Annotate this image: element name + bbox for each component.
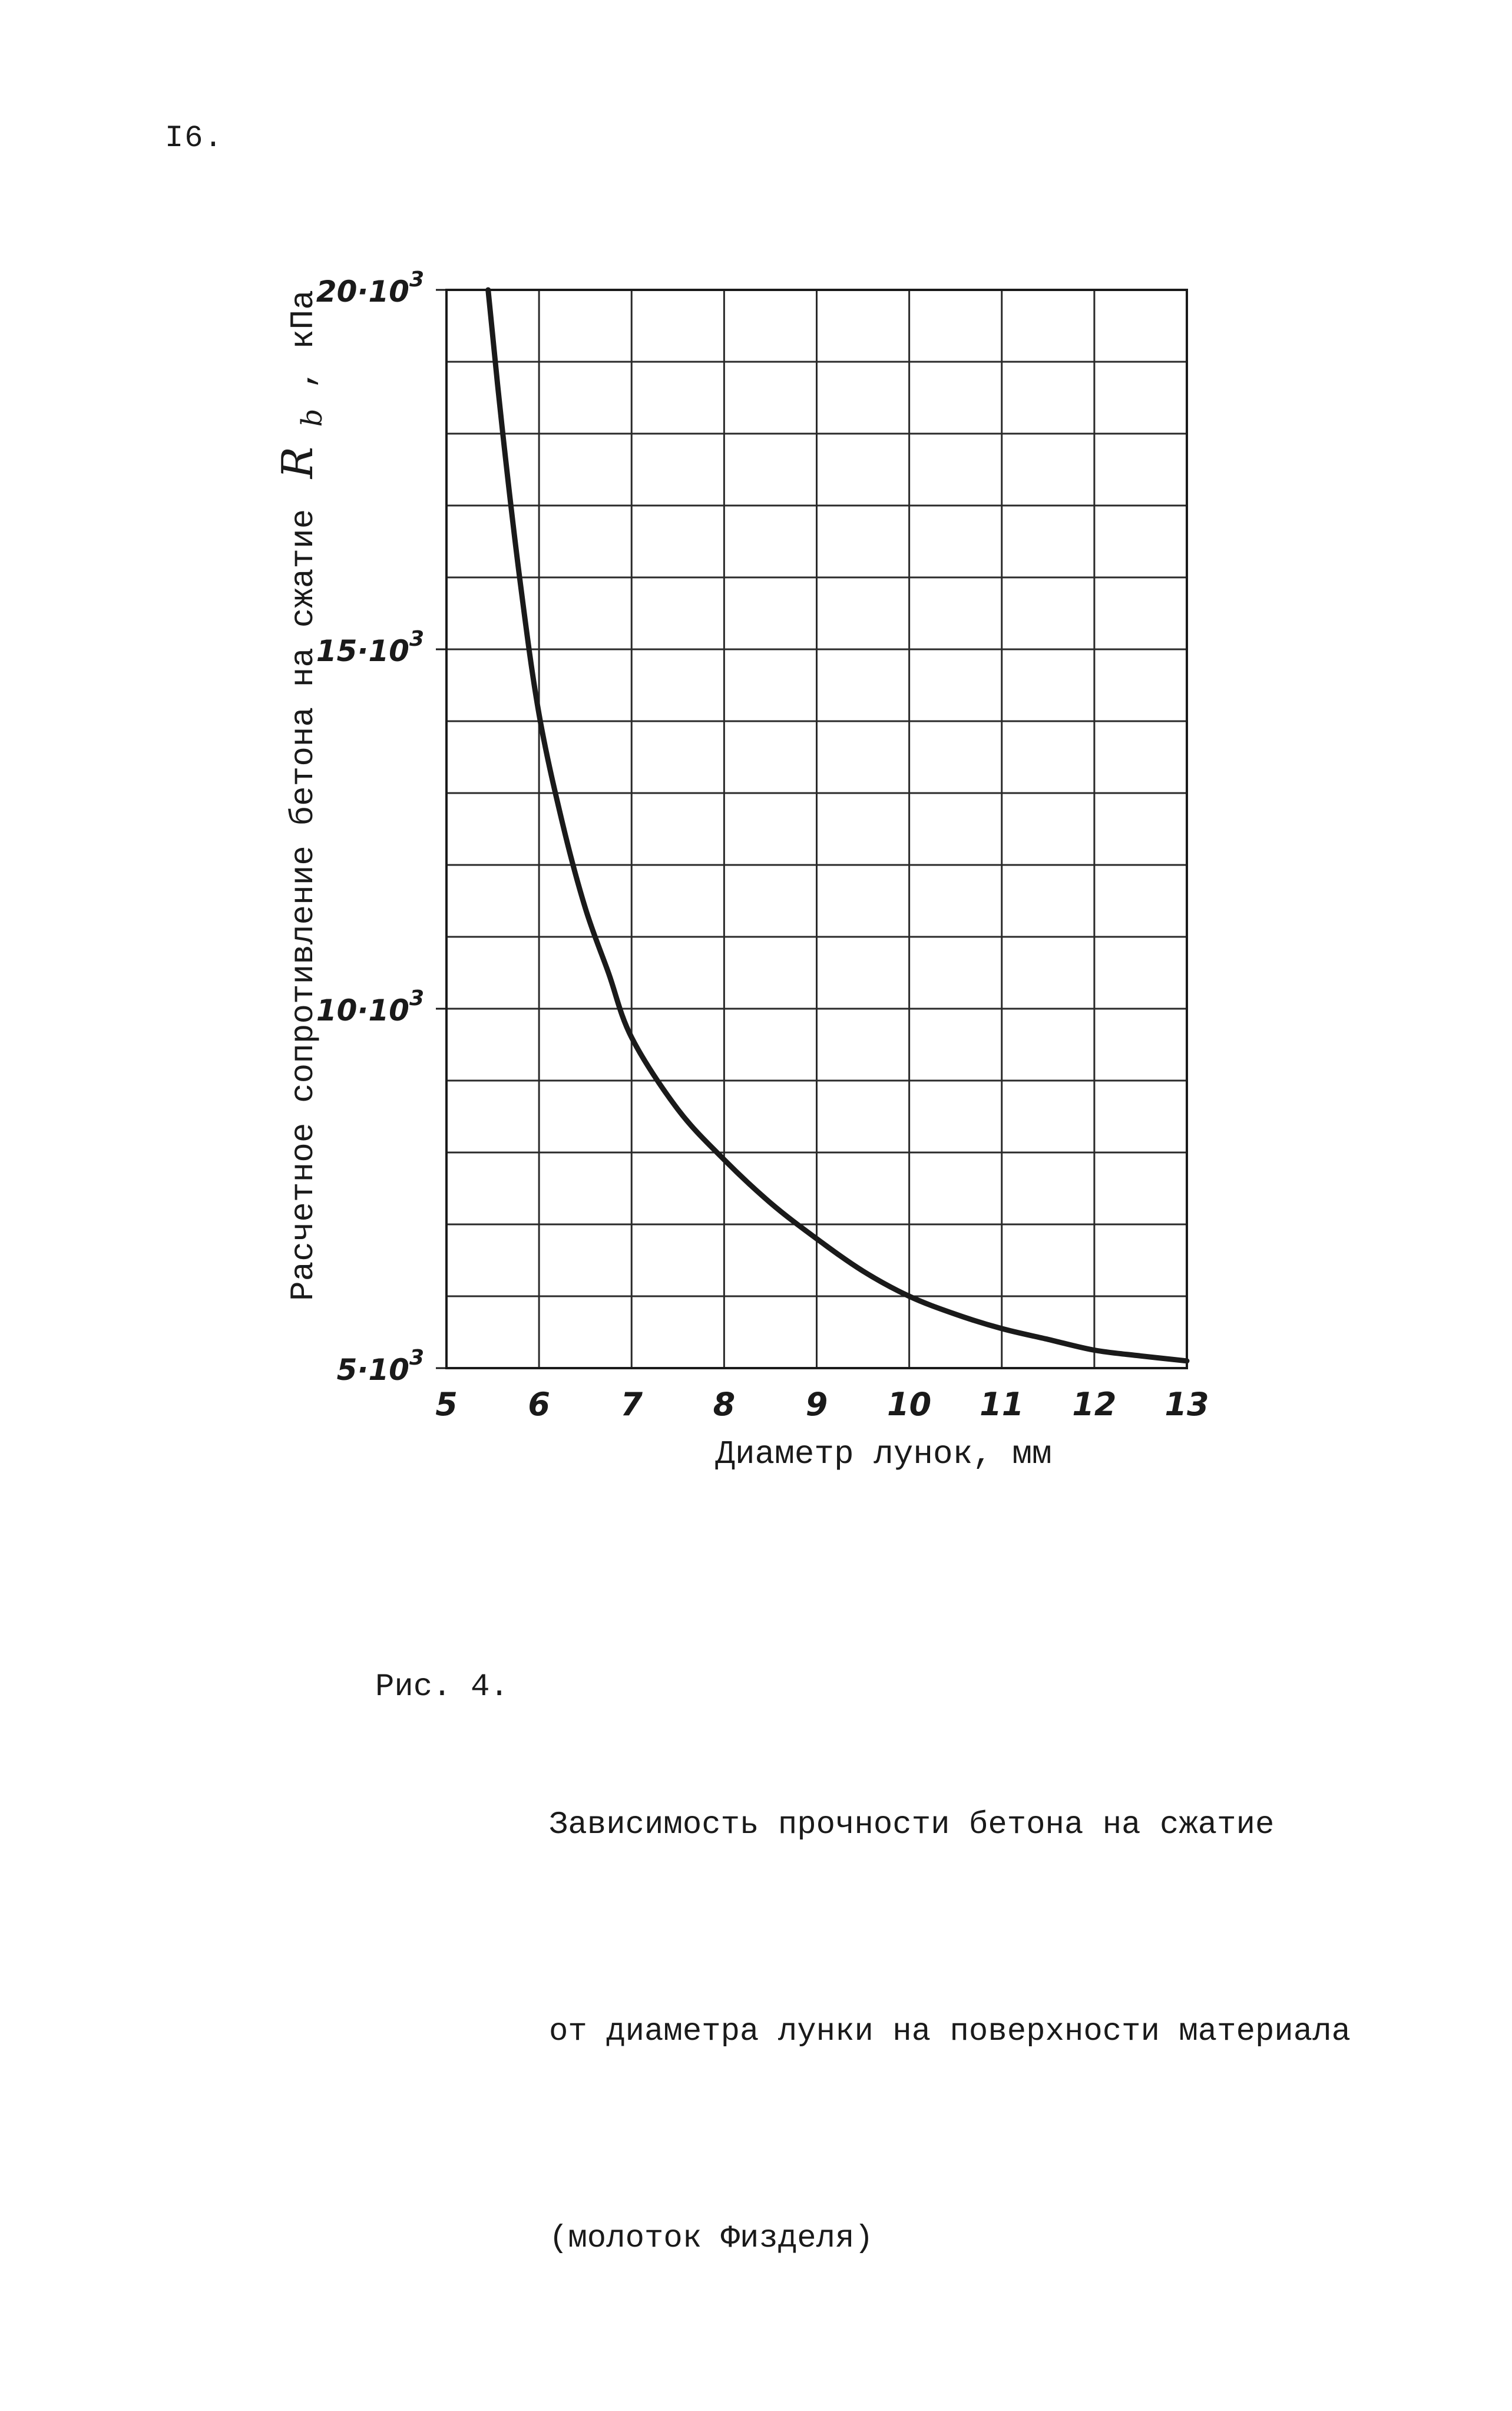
y-tick-labels (316, 267, 424, 1387)
y-tick-label-base: 20·10 (316, 275, 409, 309)
x-axis-title: Диаметр лунок, мм (715, 1435, 1052, 1473)
caption-label: Рис. 4. (375, 1669, 509, 1705)
page-number: I6. (165, 121, 224, 156)
x-tick-label: 11 (980, 1386, 1024, 1423)
y-tick-label-exponent: 3 (409, 1346, 424, 1370)
x-tick-label: 13 (1164, 1386, 1209, 1423)
x-tick-label: 5 (435, 1386, 458, 1423)
y-tick-label (337, 1346, 424, 1387)
y-tick-label (316, 627, 424, 668)
x-tick-label: 9 (805, 1386, 828, 1423)
x-tick-label: 7 (620, 1386, 643, 1423)
svg-text:Расчетное сопротивление бетона (273, 290, 332, 1301)
y-tick-label-base: 5·10 (336, 1353, 409, 1387)
caption-line-1: Зависимость прочности бетона на сжатие (549, 1807, 1275, 1843)
grid-layer (436, 290, 1187, 1368)
y-axis-title (273, 290, 332, 1301)
y-tick-label-exponent: 3 (409, 627, 424, 651)
y-axis-title-unit: , кПа (284, 289, 322, 389)
figure-caption (375, 1653, 1435, 2257)
y-tick-label-base: 10·10 (316, 993, 409, 1028)
y-tick-label-exponent: 3 (409, 986, 424, 1010)
x-tick-label: 12 (1072, 1386, 1117, 1423)
y-axis-title-symbol: R (273, 446, 322, 479)
y-tick-label (316, 986, 424, 1028)
y-axis-title-main: Расчетное сопротивление бетона на сжатие (284, 508, 322, 1302)
caption-text (549, 1653, 1351, 2411)
series-line-rb (488, 290, 1187, 1361)
caption-line-2: от диаметра лунки на поверхности материала (549, 2014, 1351, 2050)
x-tick-label: 6 (528, 1386, 550, 1423)
x-tick-labels (435, 1386, 1209, 1423)
x-tick-label: 10 (887, 1386, 932, 1423)
y-tick-label-exponent: 3 (409, 267, 424, 292)
caption-line-3: (молоток Физделя) (549, 2221, 874, 2257)
series-layer (488, 290, 1187, 1361)
x-tick-label: 8 (713, 1386, 736, 1423)
y-tick-label-base: 15·10 (316, 634, 409, 668)
y-tick-label (316, 267, 424, 309)
y-axis-title-subscript: b (296, 408, 329, 427)
